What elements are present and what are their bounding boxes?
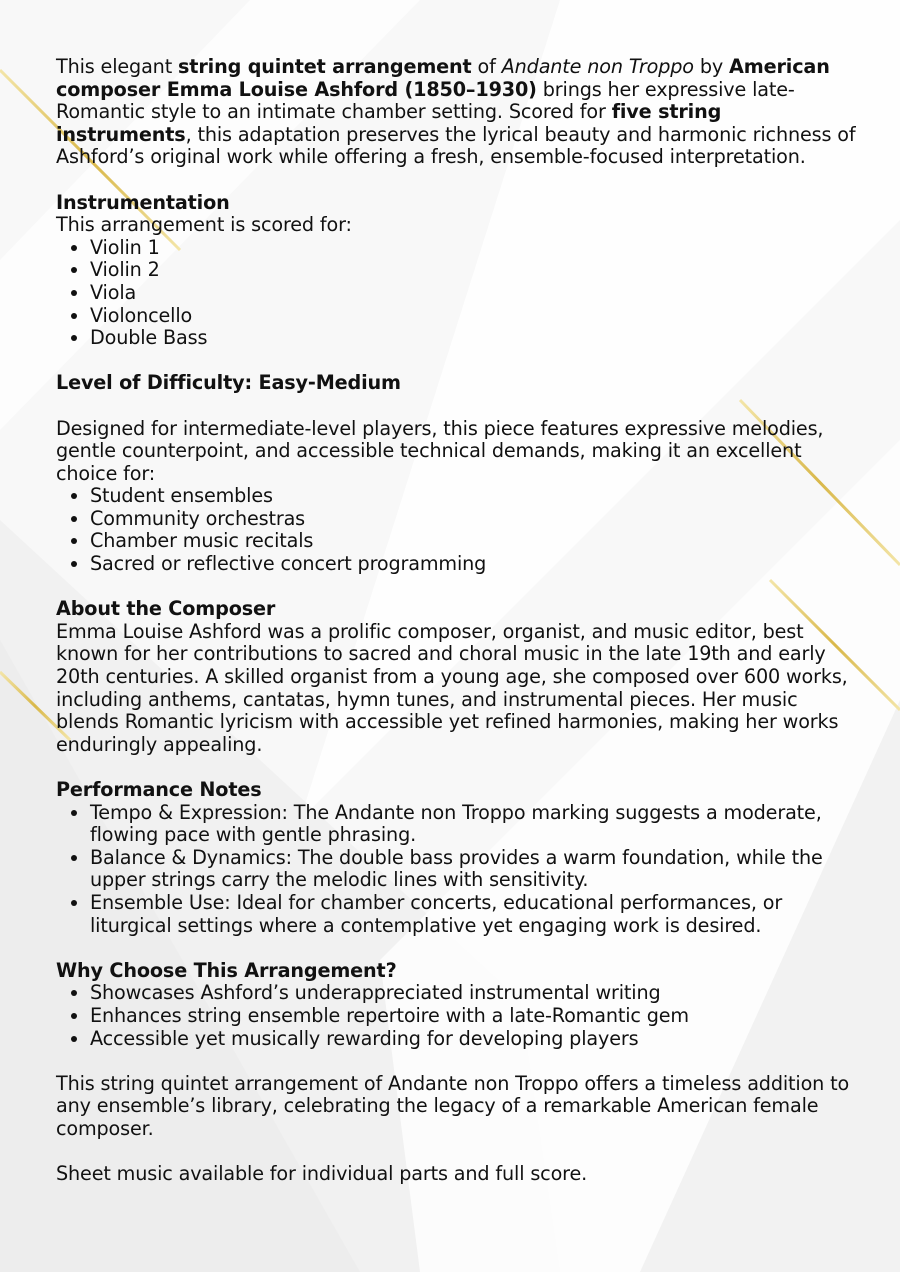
availability-note: Sheet music available for individual parts and full score. <box>56 1162 588 1186</box>
list-item: • Enhances string ensemble repertoire with a late-Romantic gem <box>90 1005 856 1028</box>
list-item: • Sacred or reflective concert programming <box>90 553 856 576</box>
intro-bold-arrangement: string quintet arrangement <box>178 55 472 78</box>
performance-list <box>56 802 856 938</box>
list-item: • Tempo & Expression: The Andante non Troppo marking suggests a moderate, flowing pace with gentle phrasing. <box>90 802 856 847</box>
instrumentation-lead: This arrangement is scored for: <box>56 213 352 237</box>
list-item: • Ensemble Use: Ideal for chamber concerts, educational performances, or liturgical settings where a contemplative yet engaging work is desired. <box>90 892 856 937</box>
performance-heading: Performance Notes <box>56 778 262 801</box>
closing-paragraph: This string quintet arrangement of Andante non Troppo offers a timeless addition to any ensemble’s library, celebrating the legacy of a remarkable American female composer. <box>56 1071 850 1140</box>
list-item: • Showcases Ashford’s underappreciated instrumental writing <box>90 982 856 1005</box>
difficulty-list <box>56 485 856 575</box>
instrumentation-heading: Instrumentation <box>56 190 230 214</box>
document-body <box>56 56 856 1186</box>
instrumentation-list <box>56 237 856 350</box>
list-item: • Violin 1 <box>90 237 856 260</box>
composer-heading: About the Composer <box>56 597 276 621</box>
intro-bold-composer: American composer Emma Louise Ashford (1850–1930) <box>56 55 830 101</box>
list-item: • Accessible yet musically rewarding for developing players <box>90 1028 856 1051</box>
list-item: • Viola <box>90 282 856 305</box>
intro-bold-instruments: five string instruments <box>56 100 722 146</box>
why-list <box>56 982 856 1050</box>
list-item: • Balance & Dynamics: The double bass provides a warm foundation, while the upper strings carry the melodic lines with sensitivity. <box>90 847 856 892</box>
piece-title: Andante non Troppo <box>501 55 694 78</box>
list-item: • Violoncello <box>90 305 856 328</box>
intro-paragraph: This elegant string quintet arrangement of Andante non Troppo by American composer Emma Louise Ashford (1850–1930) brings her expressive late-Romantic style to an intimate chamber setting. Scored for five string instruments, this adaptation preserves the lyrical beauty and harmonic richness of Ashford’s original work while offering a fresh, ensemble-focused interpretation. <box>56 55 856 169</box>
list-item: • Violin 2 <box>90 259 856 282</box>
composer-text: Emma Louise Ashford was a prolific composer, organist, and music editor, best known for her contributions to sacred and choral music in the late 19th and early 20th centuries. A skilled organist from a young age, she composed over 600 works, including anthems, cantatas, hymn tunes, and instrumental pieces. Her music blends Romantic lyricism with accessible yet refined harmonies, making her works enduringly appealing. <box>56 619 848 756</box>
list-item: • Community orchestras <box>90 508 856 531</box>
list-item: • Student ensembles <box>90 485 856 508</box>
list-item: • Double Bass <box>90 327 856 350</box>
why-heading: Why Choose This Arrangement? <box>56 958 397 982</box>
difficulty-heading: Level of Difficulty: Easy-Medium <box>56 371 401 395</box>
list-item: • Chamber music recitals <box>90 530 856 553</box>
difficulty-text: Designed for intermediate-level players, this piece features expressive melodies, gentle counterpoint, and accessible technical demands, making it an excellent choice for: <box>56 416 824 485</box>
